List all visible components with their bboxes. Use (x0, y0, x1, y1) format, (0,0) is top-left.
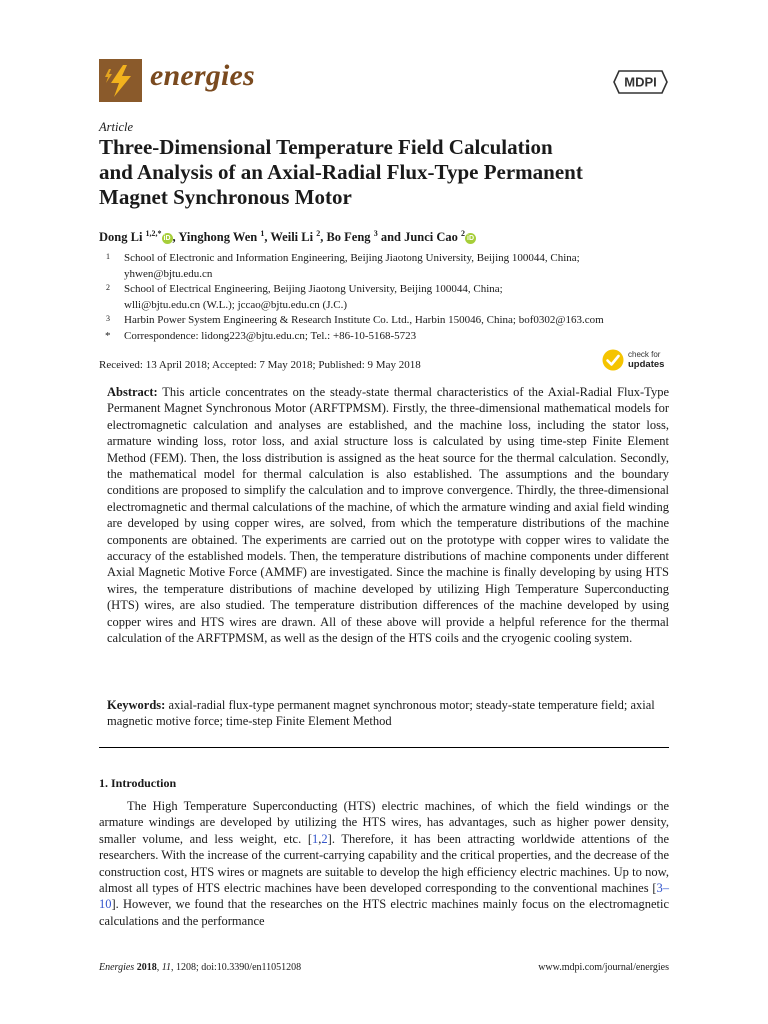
affiliation-line[interactable]: wlli@bjtu.edu.cn (W.L.); jccao@bjtu.edu.cn (J.C.) (124, 298, 347, 311)
check-for-updates-button[interactable] (601, 348, 671, 374)
section-heading: 1. Introduction (99, 776, 177, 790)
author-separator: , (172, 230, 179, 245)
author-affiliation-mark: 2 (316, 229, 321, 238)
author-list (99, 229, 476, 245)
affiliation-item (99, 282, 604, 313)
citation-separator: , (318, 831, 322, 846)
affiliation-line[interactable]: yhwen@bjtu.edu.cn (124, 267, 213, 280)
intro-text: The High Temperature Superconducting (HTS) electric machines, of which the field windings or the armature windings are developed by utilizing the HTS wires, has advantages, such as higher power density, smaller volume, and less weight, etc. [ (99, 799, 669, 846)
title-line: Three-Dimensional Temperature Field Calculation (99, 135, 553, 159)
publication-dates: Received: 13 April 2018; Accepted: 7 May 2018; Published: 9 May 2018 (99, 359, 421, 371)
footer-citation: Energies 2018, 11, 1208; doi:10.3390/en11051208 (99, 962, 302, 973)
affiliation-mark: 1 (106, 252, 110, 261)
footer-volume: 11 (161, 962, 171, 973)
section-divider (99, 747, 669, 748)
publisher-name: MDPI (624, 74, 657, 90)
author-affiliation-mark: 2 (461, 229, 466, 238)
footer-journal: Energies (99, 962, 135, 973)
affiliation-line: School of Electronic and Information Engineering, Beijing Jiaotong University, Beijing 100044, China; (124, 252, 580, 264)
abstract (107, 384, 669, 647)
intro-text: ]. However, we found that the researches on the HTS electric machines mainly focus on the electromagnetic calculations and the performance (99, 897, 669, 928)
author-name[interactable]: Yinghong Wen (178, 230, 258, 245)
intro-paragraph (99, 798, 669, 929)
author-separator: , (264, 230, 271, 245)
author-separator: and (377, 230, 405, 245)
author-affiliation-mark: 3 (373, 229, 378, 238)
keywords-label: Keywords: (107, 698, 166, 712)
updates-line2: updates (628, 359, 665, 370)
keywords-text: axial-radial flux-type permanent magnet synchronous motor; steady-state temperature field; axial magnetic motive force; time-step Finite Element Method (107, 698, 655, 729)
journal-name: energies (150, 59, 255, 92)
affiliation-line: Harbin Power System Engineering & Research Institute Co. Ltd., Harbin 150046, China; bof0302@163.com (124, 314, 604, 326)
footer-year: 2018 (136, 962, 157, 973)
title-line: Magnet Synchronous Motor (99, 185, 352, 209)
check-badge-icon (601, 348, 625, 372)
affiliation-mark: 3 (106, 314, 110, 323)
paper-title (99, 135, 679, 210)
author-name[interactable]: Dong Li (99, 230, 143, 245)
abstract-text: This article concentrates on the steady-state thermal characteristics of the Axial-Radial Flux-Type Permanent Magnet Synchronous Motor (ARFTPMSM). Firstly, the three-dimensional mathematical models for electromagnetic calculation and analyses are established, and the machine loss, including the stator loss, armature winding loss, rotor loss, and axial structure loss is calculated by using time-step Finite Element Method (FEM). Then, the loss distribution is assigned as the heat source for the thermal calculation. Secondly, the mathematical model for thermal calculation is also established. The assumptions and the boundary conditions are proposed to simplify the calculation and to improve convergence. Thirdly, the three-dimensional electromagnetic and thermal calculations of the machine, of which the armature winding and axial field winding are developed by using copper wires, are solved, from which the temperature distributions of the machine components are obtained. The experiments are carried out on the prototype with copper wires to validate the accuracy of the established models. Then, the temperature distributions of machine components under different Axial Magnetic Motive Force (AMMF) are investigated. Since the machine is finally developing by using HTS wires, the temperature distributions of machine developed by utilizing High Temperature Superconducting (HTS) wires, are also studied. The temperature distribution differences of the machine developed by using copper wires and HTS wires are drawn. All of these above will provide a helpful reference for the thermal calculation of the ARFTPMSM, as well as the design of the HTS coils and the cryogenic cooling system. (107, 385, 669, 646)
mdpi-logo-icon (612, 68, 669, 96)
correspondence-line[interactable]: Correspondence: lidong223@bjtu.edu.cn; Tel.: +86-10-5168-5723 (124, 329, 417, 342)
citation-link[interactable]: 2 (321, 831, 328, 846)
article-type: Article (99, 120, 134, 134)
title-line: and Analysis of an Axial-Radial Flux-Type Permanent (99, 160, 583, 184)
correspondence-mark: * (105, 329, 111, 342)
affiliation-mark: 2 (106, 283, 110, 292)
affiliation-item (99, 329, 604, 345)
keywords (107, 697, 669, 730)
author-name[interactable]: Weili Li (270, 230, 314, 245)
author-separator: , (320, 230, 327, 245)
orcid-icon[interactable]: iD (467, 235, 475, 243)
author-affiliation-mark: 1,2,* (145, 229, 162, 238)
footer-url[interactable]: www.mdpi.com/journal/energies (538, 962, 669, 973)
journal-logo-icon (99, 59, 142, 102)
affiliation-item (99, 313, 604, 329)
author-name[interactable]: Bo Feng (326, 230, 371, 245)
intro-text: ]. Therefore, it has been attracting worldwide attentions of the researchers. With the increase of the current-carrying capability and the critical properties, and the decrease of the construction cost, HTS wires or magnets are suitable to develop the high efficiency electric machines. Up to now, almost all types of HTS electric machines have been developed corresponding to the conventional machines [ (99, 831, 669, 896)
citation-link[interactable]: 3–10 (99, 881, 669, 912)
affiliation-line: School of Electrical Engineering, Beijing Jiaotong University, Beijing 100044, China; (124, 283, 503, 295)
author-name[interactable]: Junci Cao (404, 230, 458, 245)
abstract-label: Abstract: (107, 385, 158, 399)
affiliation-item (99, 251, 604, 282)
affiliations (99, 251, 604, 344)
footer-doi[interactable]: , 1208; doi:10.3390/en11051208 (170, 962, 302, 973)
updates-line1: check for (628, 350, 661, 359)
orcid-icon[interactable]: iD (163, 235, 171, 243)
author-affiliation-mark: 1 (260, 229, 265, 238)
citation-link[interactable]: 1 (312, 831, 319, 846)
